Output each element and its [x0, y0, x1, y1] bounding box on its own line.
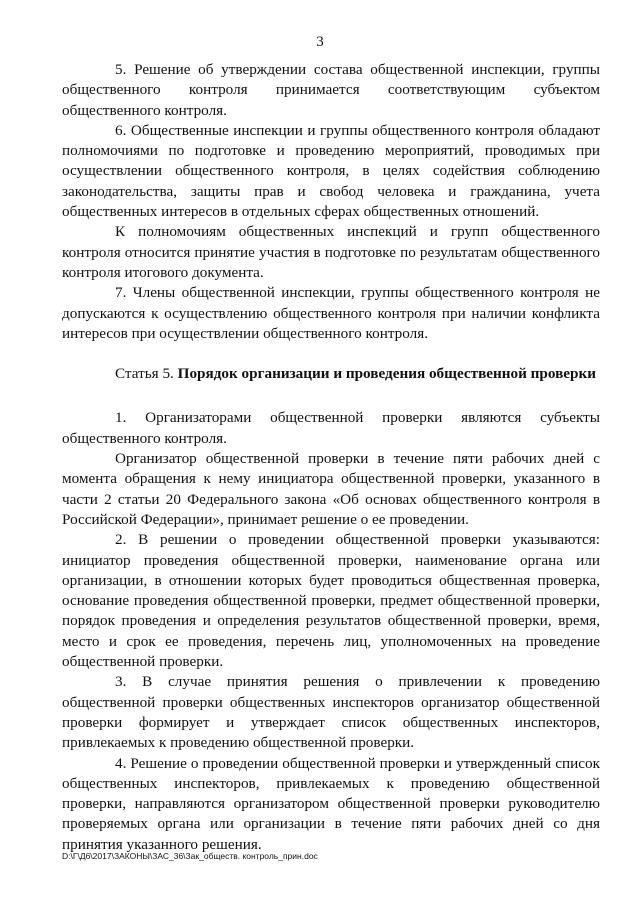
article-5-paragraph-1-organizer: Организатор общественной проверки в течение пяти рабочих дней с момента обращения к нему инициатора общественной проверки, указанного в части 2 статьи 20 Федерального закона «Об основах общественного контроля в Российской Федерации», принимает решение о ее проведении.	[62, 450, 600, 528]
article-5-prefix: Статья 5.	[115, 365, 178, 383]
paragraph-6-powers: К полномочиям общественных инспекций и групп общественного контроля относится принятие участия в подготовке по результатам общественного контроля итогового документа.	[62, 223, 600, 281]
footer-file-path: D:\Г\Д6\2017\ЗАКОНЫ\ЗАС_36\Зак_обществ. контроль_прин.doc	[62, 851, 318, 861]
paragraph-6: 6. Общественные инспекции и группы общественного контроля обладают полномочиями по подготовке и проведению мероприятий, проводимых при осуществлении общественного контроля, в целях содействия соблюдению законодательства, защиты прав и свобод человека и гражданина, учета общественных интересов в отдельных сферах общественных отношений.	[62, 121, 600, 221]
article-5-paragraph-3: 3. В случае принятия решения о привлечении к проведению общественной проверки общественных инспекторов организатор общественной проверки формирует и утверждает список общественных инспекторов, привлекаемых к проведению общественной проверки.	[62, 673, 600, 752]
article-5-paragraph-4: 4. Решение о проведении общественной проверки и утвержденный список общественных инспекторов, привлекаемых к проведению общественной проверки, направляются организатором общественной проверки руководителю проверяемых органа или организации в течение пяти рабочих дней со дня принятия указанного решения.	[62, 754, 600, 853]
paragraph-5: 5. Решение об утверждении состава общественной инспекции, группы общественного контроля принимается соответствующим субъектом общественного контроля.	[62, 61, 600, 119]
page-number: 3	[316, 34, 324, 50]
article-5-paragraph-2: 2. В решении о проведении общественной проверки указываются: инициатор проведения общественной проверки, наименование органа или организации, в отношении которых будет проводиться общественная проверка, основание проведения общественной проверки, предмет общественной проверки, порядок проведения и определения результатов общественной проверки, время, место и срок ее проведения, перечень лиц, уполномоченных на проведение общественной проверки.	[62, 531, 600, 671]
article-5-title: Порядок организации и проведения общественной проверки	[177, 365, 596, 383]
article-5-paragraph-1: 1. Организаторами общественной проверки являются субъекты общественного контроля.	[62, 409, 600, 447]
article-5-heading	[62, 364, 600, 384]
paragraph-7: 7. Члены общественной инспекции, группы общественного контроля не допускаются к осуществлению общественного контроля при наличии конфликта интересов при осуществлении общественного контроля.	[62, 284, 600, 342]
document-body	[62, 60, 600, 855]
